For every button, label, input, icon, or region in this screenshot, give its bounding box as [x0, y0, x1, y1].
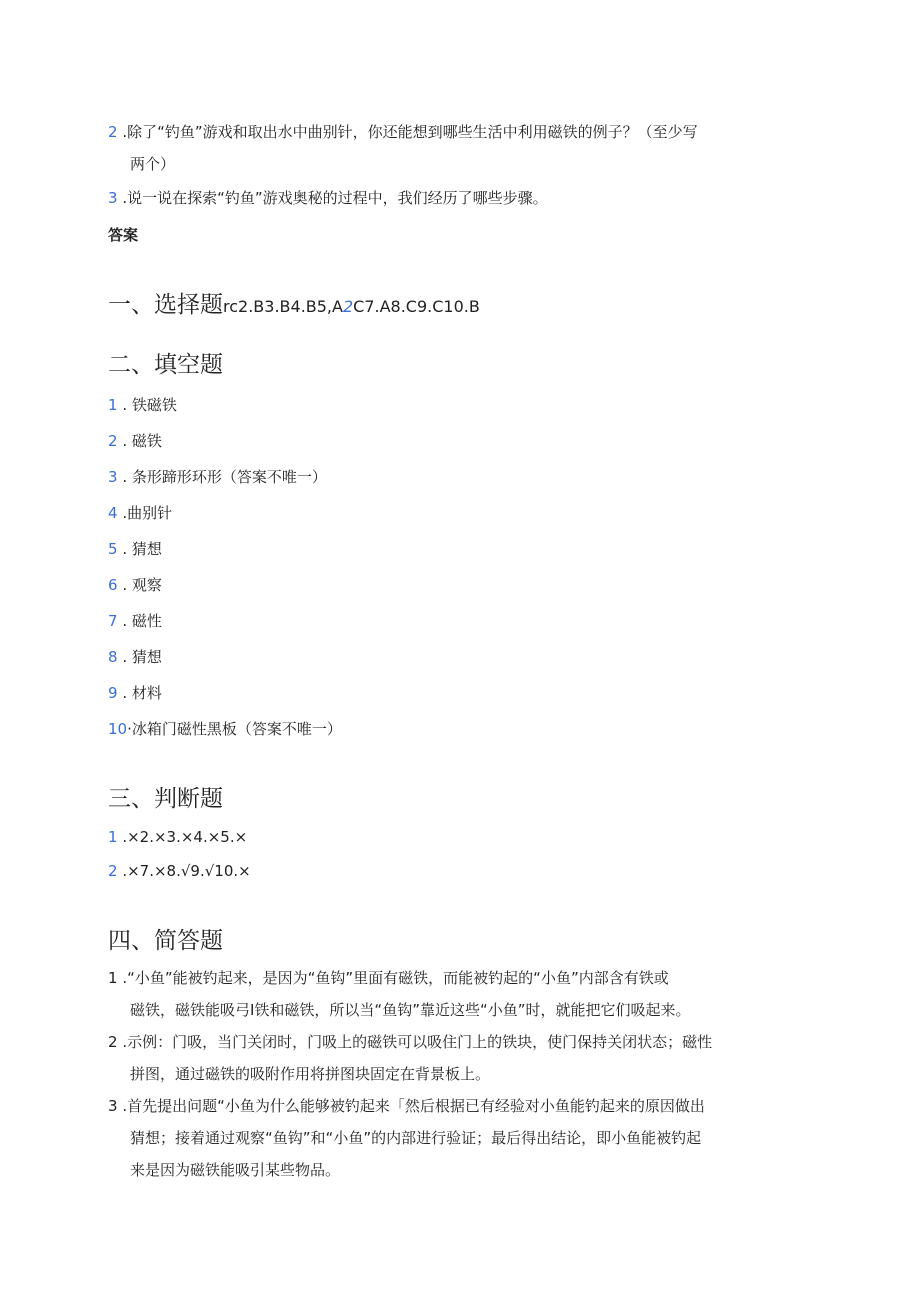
item-text-continued: 磁铁，磁铁能吸弓I铁和磁铁，所以当“鱼钩”靠近这些“小鱼”时，就能把它们吸起来。 [130, 1001, 691, 1019]
item-text-continued: 来是因为磁铁能吸引某些物品。 [130, 1161, 341, 1179]
judge-item [108, 828, 247, 846]
fill-item [108, 646, 162, 667]
short-answer-2 [108, 1026, 808, 1090]
question-text: .除了“钓鱼”游戏和取出水中曲别针，你还能想到哪些生活中利用磁铁的例子？（至少写 [117, 123, 698, 141]
item-text: .首先提出问题“小鱼为什么能够被钓起来「然后根据已有经验对小鱼能钓起来的原因做出 [117, 1097, 705, 1115]
short-answer-3 [108, 1090, 808, 1186]
item-text-continued: 拼图，通过磁铁的吸附作用将拼图块固定在背景板上。 [130, 1065, 491, 1083]
section-fill-title: 二、填空题 [108, 352, 223, 378]
fill-item [108, 430, 162, 451]
item-text: . 铁磁铁 [117, 396, 177, 414]
item-text: . 磁铁 [117, 432, 162, 450]
question-2 [108, 116, 808, 180]
fill-item [108, 502, 172, 523]
fill-item [108, 718, 342, 739]
fill-item [108, 394, 177, 415]
item-text: .曲别针 [117, 504, 173, 522]
item-number: 5 [108, 540, 118, 558]
question-number: 2 [108, 123, 118, 141]
question-3 [108, 182, 808, 214]
section-short-title: 四、简答题 [108, 928, 223, 954]
fill-item [108, 610, 162, 631]
fill-item [108, 538, 162, 559]
section-title: 一、选择题 [108, 292, 223, 318]
item-number: 2 [108, 1033, 118, 1051]
item-text: ·冰箱门磁性黑板（答案不唯一） [127, 720, 342, 738]
item-text: .×7.×8.√9.√10.× [117, 862, 251, 880]
choice-answers: rc2.B3.B4.B5,A [223, 297, 343, 316]
item-number: 2 [108, 862, 118, 880]
item-number: 2 [108, 432, 118, 450]
item-number: 1 [108, 828, 118, 846]
question-text-continued: 两个） [130, 155, 176, 173]
item-number: 3 [108, 1097, 118, 1115]
fill-item [108, 682, 162, 703]
section-judge-title: 三、判断题 [108, 786, 223, 812]
answer-title: 答案 [108, 226, 139, 244]
section-choice [108, 286, 480, 319]
item-text: . 猜想 [117, 648, 162, 666]
item-number: 4 [108, 504, 118, 522]
item-number: 8 [108, 648, 118, 666]
fill-item [108, 574, 162, 595]
item-number: 6 [108, 576, 118, 594]
item-number: 1 [108, 969, 118, 987]
choice-answers-rest: C7.A8.C9.C10.B [353, 297, 480, 316]
short-answer-1 [108, 962, 808, 1026]
item-number: 9 [108, 684, 118, 702]
item-text-continued: 猜想；接着通过观察“鱼钩”和“小鱼”的内部进行验证；最后得出结论，即小鱼能被钓起 [130, 1129, 702, 1147]
question-text: .说一说在探索“钓鱼”游戏奥秘的过程中，我们经历了哪些步骤。 [117, 189, 548, 207]
item-text: . 猜想 [117, 540, 162, 558]
item-number: 1 [108, 396, 118, 414]
item-number: 10 [108, 720, 128, 738]
item-text: . 磁性 [117, 612, 162, 630]
choice-answers-accent: 2 [342, 297, 354, 316]
item-number: 7 [108, 612, 118, 630]
item-number: 3 [108, 468, 118, 486]
item-text: . 观察 [117, 576, 162, 594]
fill-item [108, 466, 327, 487]
item-text: .“小鱼”能被钓起来，是因为“鱼钩”里面有磁铁，而能被钓起的“小鱼”内部含有铁或 [117, 969, 669, 987]
judge-item [108, 862, 251, 880]
item-text: .×2.×3.×4.×5.× [117, 828, 248, 846]
question-number: 3 [108, 189, 118, 207]
item-text: . 条形蹄形环形（答案不唯一） [117, 468, 327, 486]
item-text: .示例：门吸，当门关闭时，门吸上的磁铁可以吸住门上的铁块，使门保持关闭状态；磁性 [117, 1033, 713, 1051]
item-text: . 材料 [117, 684, 162, 702]
